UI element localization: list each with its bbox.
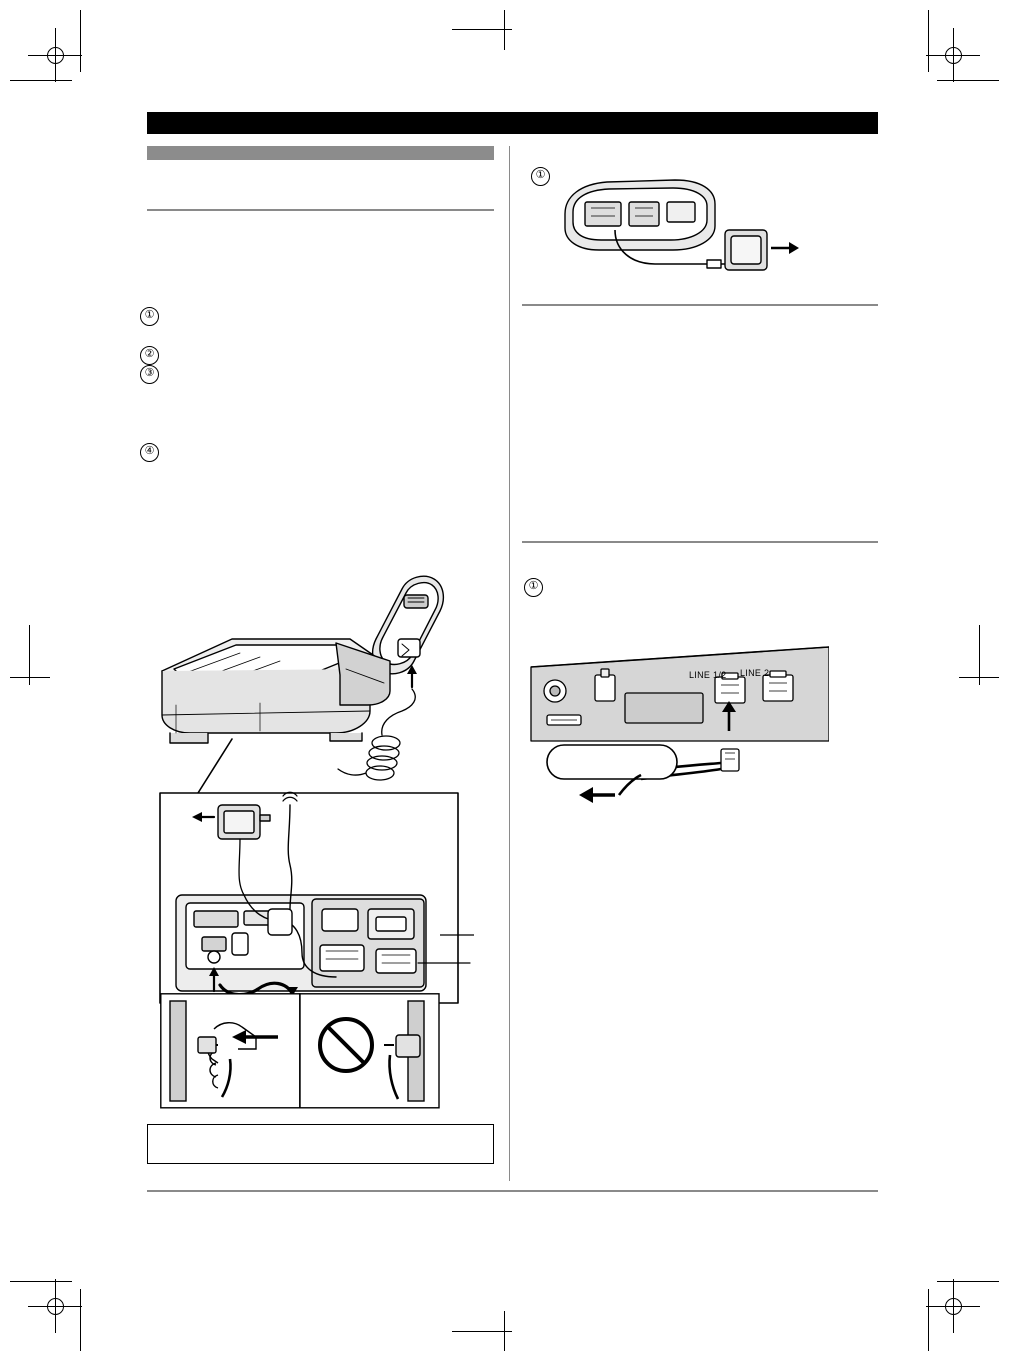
- crop-mark-bottom-center-v: [504, 1311, 505, 1351]
- crop-mark-bottom-center-h: [452, 1331, 512, 1332]
- footer-rule: [147, 1190, 878, 1192]
- note-box: [147, 1124, 494, 1164]
- line-jack-connection-figure: [529, 645, 829, 840]
- line-1-2-jack-label: LINE 1/2: [689, 670, 727, 680]
- crop-mark-left-center-h: [10, 677, 50, 678]
- step-marker-2: ②: [140, 346, 159, 365]
- crop-mark-tr-v: [928, 10, 929, 72]
- base-unit-rear-ac-adaptor-figure: [555, 172, 815, 282]
- step-marker-4: ④: [140, 443, 159, 462]
- right-step-marker-2: ①: [524, 578, 543, 597]
- step-marker-1: ①: [140, 307, 159, 326]
- right-rule-1: [522, 304, 878, 306]
- step-marker-3: ③: [140, 365, 159, 384]
- crop-mark-tl-v: [80, 10, 81, 72]
- crop-mark-top-center-h: [452, 29, 512, 30]
- subsection-header-bar: [147, 146, 494, 160]
- cord-routing-insets: [160, 993, 440, 1109]
- crop-mark-right-center-h: [959, 677, 999, 678]
- crop-mark-bl-v: [80, 1289, 81, 1351]
- right-rule-2: [522, 541, 878, 543]
- crop-mark-top-center-v: [504, 10, 505, 50]
- crop-mark-tr-h: [937, 80, 999, 81]
- crop-mark-tl-h: [10, 80, 72, 81]
- left-rule-1: [147, 209, 494, 211]
- crop-mark-bl-h: [10, 1281, 72, 1282]
- crop-mark-right-center-v: [979, 625, 980, 685]
- crop-mark-br-h: [937, 1281, 999, 1282]
- note-box-text: [148, 1125, 493, 1133]
- right-step-marker-1: ①: [531, 167, 550, 186]
- line-2-jack-label: LINE 2: [740, 668, 770, 678]
- crop-mark-br-v: [928, 1289, 929, 1351]
- section-header-bar: [147, 112, 878, 134]
- column-divider: [509, 146, 510, 1181]
- hook-callout-line: [440, 925, 476, 945]
- crop-mark-left-center-v: [29, 625, 30, 685]
